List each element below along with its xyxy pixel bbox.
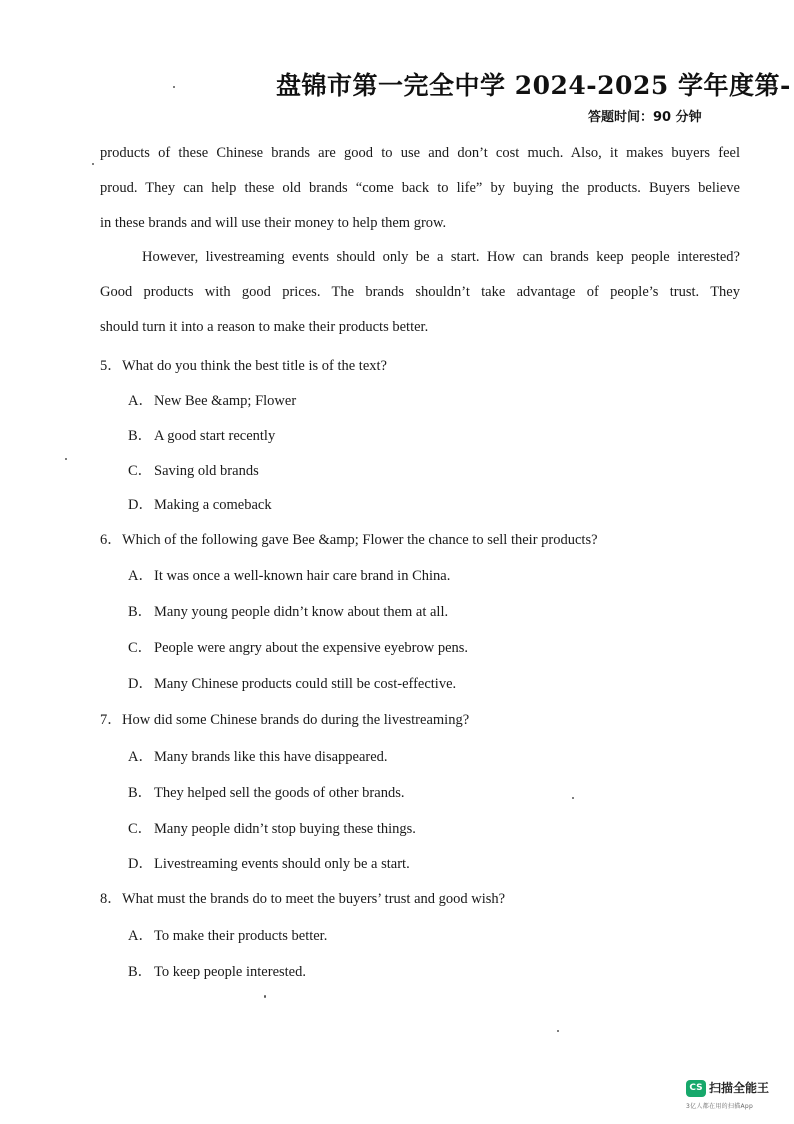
question-text: Which of the following gave Bee &amp; Flower the chance to sell their products? bbox=[122, 532, 598, 548]
option-text: A good start recently bbox=[154, 428, 276, 444]
option-text: Many people didn’t stop buying these things. bbox=[154, 821, 416, 837]
question-text: How did some Chinese brands do during the livestreaming? bbox=[122, 712, 470, 728]
answer-time: 答题时间：90 分钟 bbox=[588, 110, 702, 125]
question-number: 8． bbox=[100, 891, 122, 907]
scan-speck bbox=[65, 458, 67, 460]
scan-speck bbox=[173, 86, 175, 88]
scan-speck bbox=[264, 995, 266, 998]
option-letter: B． bbox=[128, 964, 153, 980]
option-letter: D． bbox=[128, 856, 153, 872]
camscanner-tagline: 3亿人都在用的扫描App bbox=[686, 1103, 754, 1110]
option-6b bbox=[128, 600, 448, 621]
question-number: 7． bbox=[100, 712, 122, 728]
option-6d bbox=[128, 672, 456, 693]
option-text: Many Chinese products could still be cost-effective. bbox=[154, 676, 457, 692]
option-8a bbox=[128, 924, 327, 945]
question-text: What do you think the best title is of the text? bbox=[122, 358, 387, 374]
question-8 bbox=[100, 887, 505, 908]
option-letter: D． bbox=[128, 497, 153, 513]
question-5 bbox=[100, 354, 387, 375]
scan-speck bbox=[557, 1030, 559, 1032]
option-5b bbox=[128, 424, 275, 445]
option-5d bbox=[128, 493, 272, 514]
option-text: They helped sell the goods of other brands. bbox=[154, 785, 405, 801]
option-letter: B． bbox=[128, 785, 153, 801]
option-6c bbox=[128, 636, 468, 657]
camscanner-logo-icon: CS bbox=[686, 1080, 706, 1097]
option-7c bbox=[128, 817, 416, 838]
option-letter: A． bbox=[128, 749, 153, 765]
camscanner-watermark bbox=[686, 1080, 786, 1116]
option-letter: C． bbox=[128, 821, 153, 837]
option-text: People were angry about the expensive eyebrow pens. bbox=[154, 640, 469, 656]
option-letter: A． bbox=[128, 568, 153, 584]
option-text: It was once a well-known hair care brand in China. bbox=[154, 568, 451, 584]
option-text: Many young people didn’t know about them at all. bbox=[154, 604, 449, 620]
option-8b bbox=[128, 960, 306, 981]
option-6a bbox=[128, 564, 450, 585]
option-letter: D． bbox=[128, 676, 153, 692]
option-text: Saving old brands bbox=[154, 463, 259, 479]
option-text: To keep people interested. bbox=[154, 964, 306, 980]
option-text: New Bee &amp; Flower bbox=[154, 393, 297, 409]
scan-speck bbox=[92, 163, 94, 165]
option-text: Making a comeback bbox=[154, 497, 272, 513]
option-7b bbox=[128, 781, 404, 802]
passage-line: in these brands and will use their money to help them grow. bbox=[100, 215, 447, 231]
option-letter: C． bbox=[128, 640, 153, 656]
camscanner-name: 扫描全能王 bbox=[709, 1081, 770, 1095]
passage-line: should turn it into a reason to make their products better. bbox=[100, 319, 429, 335]
question-6 bbox=[100, 528, 598, 549]
passage-line: products of these Chinese brands are good to use and don’t cost much. Also, it makes buyers feel bbox=[100, 145, 740, 161]
exam-title: 盘锦市第一完全中学 2024-2025 学年度第- bbox=[276, 71, 791, 100]
option-7d bbox=[128, 852, 410, 873]
option-letter: A． bbox=[128, 928, 153, 944]
option-text: Many brands like this have disappeared. bbox=[154, 749, 388, 765]
option-text: Livestreaming events should only be a start. bbox=[154, 856, 410, 872]
option-5c bbox=[128, 459, 259, 480]
option-7a bbox=[128, 745, 388, 766]
scan-speck bbox=[572, 797, 574, 799]
option-letter: B． bbox=[128, 604, 153, 620]
passage-line: Good products with good prices. The brands shouldn’t take advantage of people’s trust. They bbox=[100, 284, 740, 300]
question-text: What must the brands do to meet the buyers’ trust and good wish? bbox=[122, 891, 506, 907]
option-letter: C． bbox=[128, 463, 153, 479]
option-letter: B． bbox=[128, 428, 153, 444]
question-7 bbox=[100, 708, 469, 729]
question-number: 6． bbox=[100, 532, 122, 548]
option-letter: A． bbox=[128, 393, 153, 409]
option-text: To make their products better. bbox=[154, 928, 328, 944]
passage-line: proud. They can help these old brands “come back to life” by buying the products. Buyers believe bbox=[100, 180, 740, 196]
passage-line: However, livestreaming events should only be a start. How can brands keep people interested? bbox=[142, 249, 740, 265]
question-number: 5． bbox=[100, 358, 122, 374]
option-5a bbox=[128, 389, 296, 410]
